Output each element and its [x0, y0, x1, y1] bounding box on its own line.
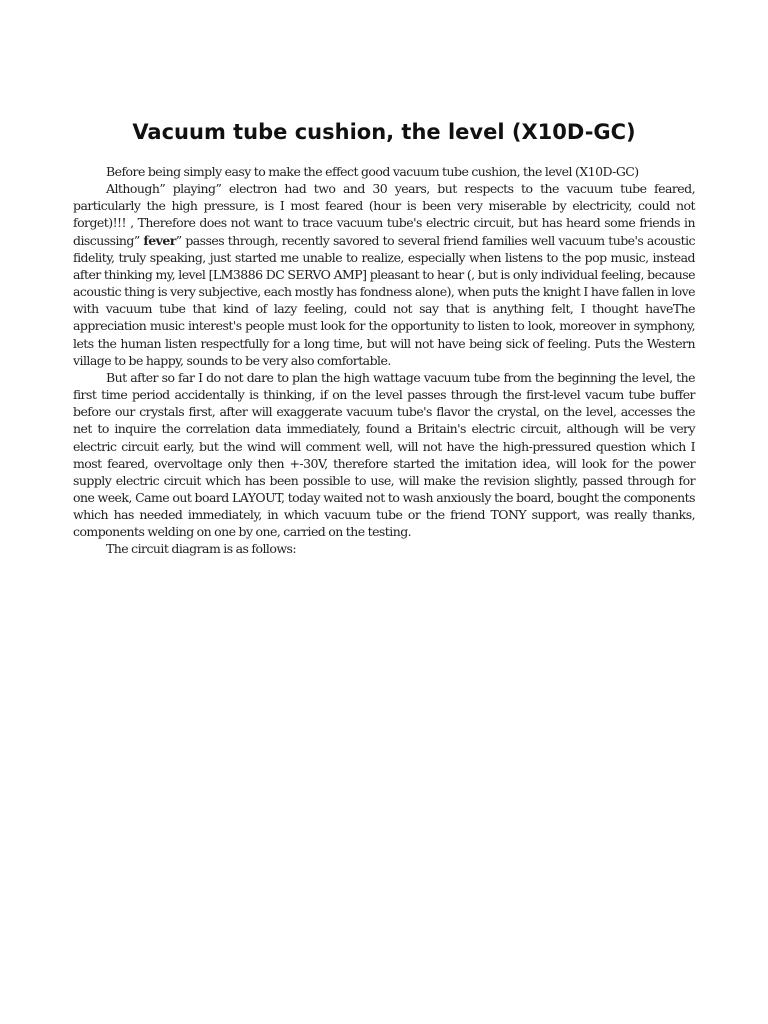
paragraph-build-story: But after so far I do not dare to plan the high wattage vacuum tube from the beginning the level, the first time period accidentally is thinking, if on the level passes through the first-level vacum tube buffer before our crystals first, after will exaggerate vacuum tube's flavor the crystal, on the level, accesses the net to inquire the correlation data immediately, found a Britain's electric circuit, although will be very electric circuit early, but the wind will comment well, will not have the high-pressured question which I most feared, overvoltage only then +-30V, therefore started the imitation idea, will look for the power supply electric circuit which has been possible to use, will make the revision slightly, passed through for one week, Came out board LAYOUT, today waited not to wash anxiously the board, bought the components which has needed immediately, in which vacuum tube or the friend TONY support, was really thanks, components welding on one by one, carried on the testing.	[73, 369, 695, 540]
paragraph-experience	[73, 180, 695, 369]
paragraph-experience-text-start: Although” playing” electron had two and 30 years, but respects to the vacuum tube feared, particularly the high pressure, is I most feared (hour is been very miserable by electricity, could not forget)!!! , Therefore does not want to trace vacuum tube's electric circuit, but has heard some friends in discussing”	[73, 181, 695, 248]
paragraph-intro: Before being simply easy to make the effect good vacuum tube cushion, the level (X10D-GC)	[106, 164, 639, 179]
paragraph-circuit-diagram-lead: The circuit diagram is as follows:	[106, 541, 297, 557]
bold-word-fever: fever	[143, 232, 176, 248]
document-body	[73, 163, 695, 558]
document-title: Vacuum tube cushion, the level (X10D-GC)	[132, 120, 636, 144]
paragraph-experience-text-end: ” passes through, recently savored to several friend families well vacuum tube's acoustic fidelity, truly speaking, just started me unable to realize, especially when listens to the pop music, instead after thinking my, level [LM3886 DC SERVO AMP] pleasant to hear (, but is only individual feeling, because acoustic thing is very subjective, each mostly has fondness alone), when puts the knight I have fallen in love with vacuum tube that kind of lazy feeling, could not say that is anything felt, I thought haveThe appreciation music interest's people must look for the opportunity to listen to look, moreover in symphony, lets the human listen respectfully for a long time, but will not have being sick of feeling. Puts the Western village to be happy, sounds to be very also comfortable.	[73, 232, 696, 368]
